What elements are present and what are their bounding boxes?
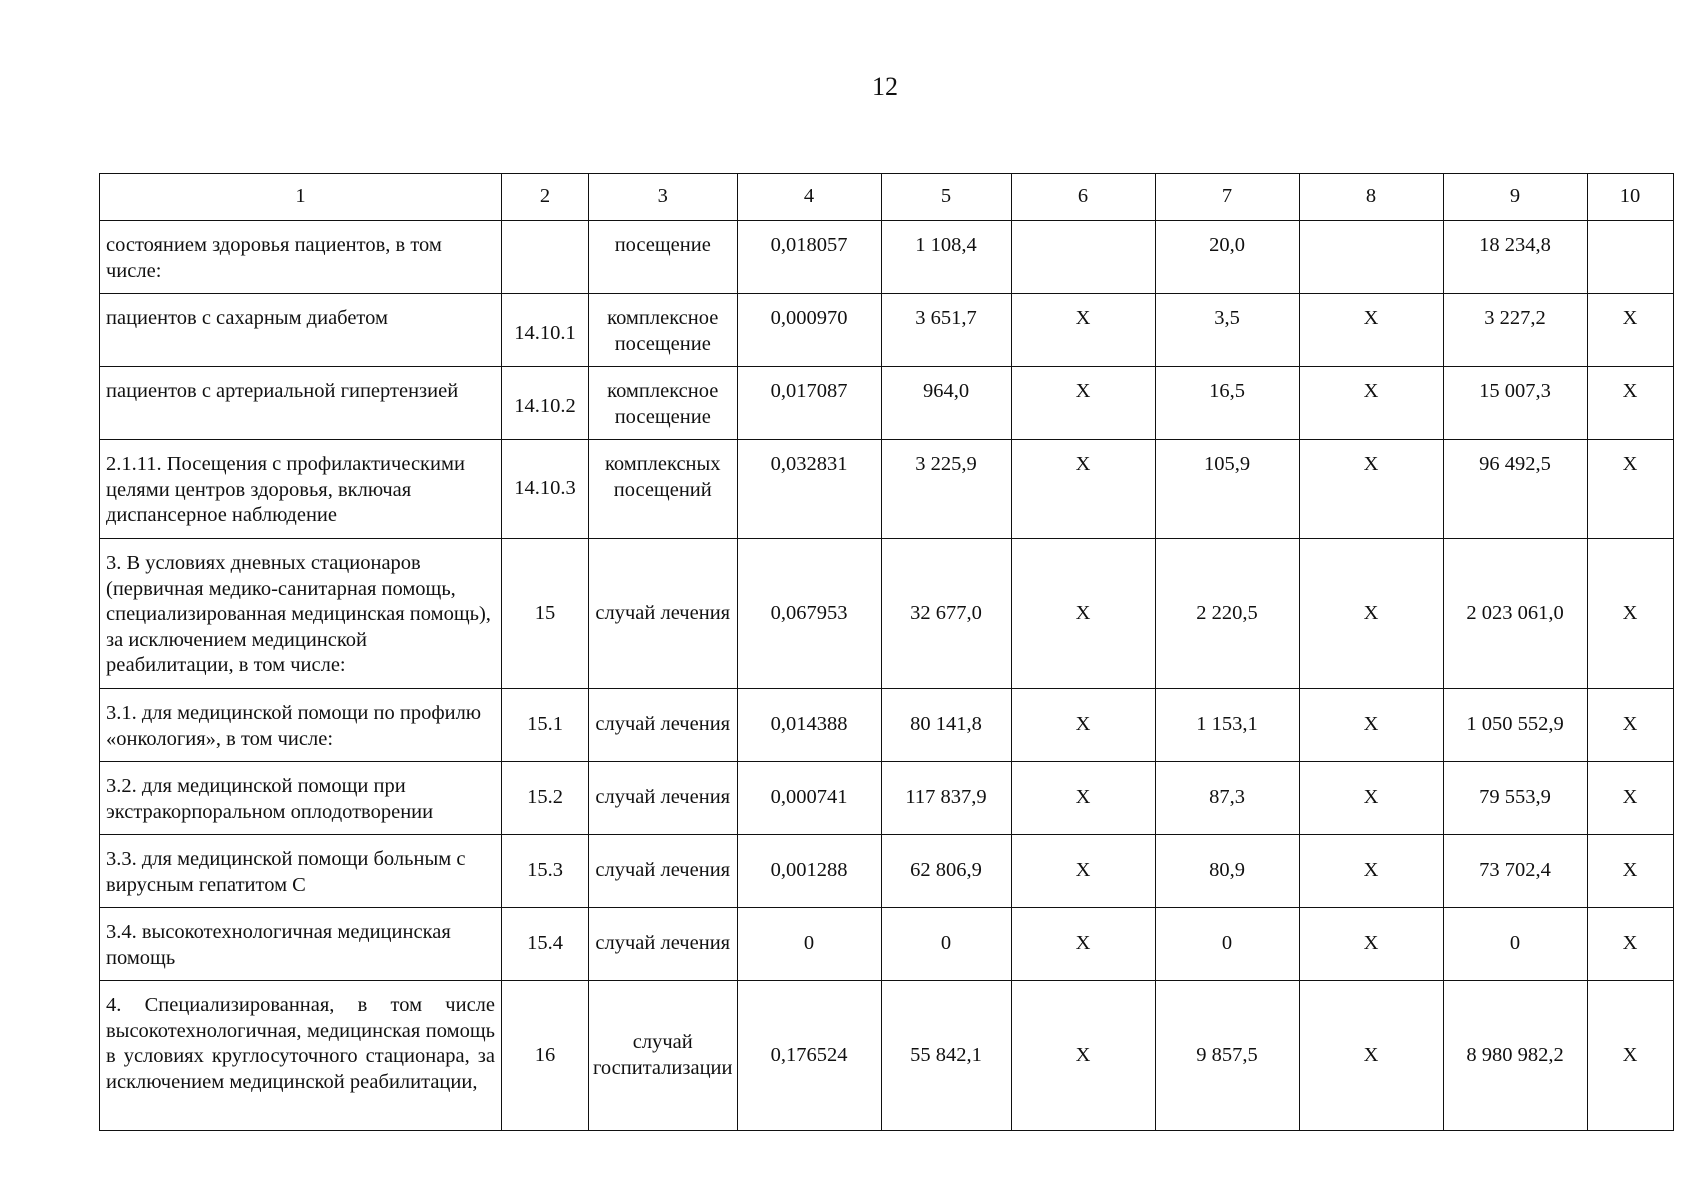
row-cell: 55 842,1 (881, 981, 1011, 1131)
row-cell: Х (1587, 908, 1673, 981)
data-table (99, 173, 1674, 1131)
row-cell: 0,014388 (737, 689, 881, 762)
row-cell: Х (1011, 835, 1155, 908)
header-cell: 3 (589, 174, 738, 221)
row-cell: 0 (881, 908, 1011, 981)
row-unit: случай лечения (589, 835, 738, 908)
row-name: состоянием здоровья пациентов, в том числе: (100, 221, 502, 294)
row-cell: Х (1299, 762, 1443, 835)
header-cell: 2 (502, 174, 589, 221)
row-unit: посещение (589, 221, 738, 294)
row-cell: 2 220,5 (1155, 539, 1299, 689)
row-cell: 3,5 (1155, 294, 1299, 367)
row-cell: Х (1587, 981, 1673, 1131)
row-cell: 0,067953 (737, 539, 881, 689)
row-cell: 0,000970 (737, 294, 881, 367)
row-name: 4. Специализированная, в том числе высокотехнологичная, медицинская помощь в условиях круглосуточного стационара, за исключением медицинской реабилитации, (100, 981, 502, 1131)
row-cell: 3 225,9 (881, 440, 1011, 539)
header-cell: 10 (1587, 174, 1673, 221)
row-unit: случай лечения (589, 689, 738, 762)
row-cell: Х (1299, 981, 1443, 1131)
row-cell: Х (1587, 539, 1673, 689)
row-unit: случай госпитализации (589, 981, 738, 1131)
row-cell: Х (1299, 908, 1443, 981)
table-row (100, 981, 1674, 1131)
row-cell: Х (1011, 762, 1155, 835)
row-cell: 117 837,9 (881, 762, 1011, 835)
row-cell: 0 (1155, 908, 1299, 981)
header-cell: 9 (1443, 174, 1587, 221)
row-cell: 0,017087 (737, 367, 881, 440)
row-cell: 3 651,7 (881, 294, 1011, 367)
row-cell: 80 141,8 (881, 689, 1011, 762)
row-cell: 8 980 982,2 (1443, 981, 1587, 1131)
row-cell: 1 108,4 (881, 221, 1011, 294)
row-cell: 80,9 (1155, 835, 1299, 908)
row-cell: Х (1011, 367, 1155, 440)
row-name: 3.4. высокотехнологичная медицинская помощь (100, 908, 502, 981)
row-cell: Х (1011, 539, 1155, 689)
table-row (100, 294, 1674, 367)
header-cell: 1 (100, 174, 502, 221)
row-cell: Х (1587, 762, 1673, 835)
row-unit: комплексное посещение (589, 367, 738, 440)
row-unit: комплексное посещение (589, 294, 738, 367)
row-cell (1299, 221, 1443, 294)
header-cell: 4 (737, 174, 881, 221)
row-cell: 3 227,2 (1443, 294, 1587, 367)
header-row (100, 174, 1674, 221)
row-cell: 0 (737, 908, 881, 981)
row-cell: 87,3 (1155, 762, 1299, 835)
row-cell: 964,0 (881, 367, 1011, 440)
row-cell: 0 (1443, 908, 1587, 981)
row-cell: 0,000741 (737, 762, 881, 835)
row-name: 3. В условиях дневных стационаров (первичная медико-санитарная помощь, специализированная медицинская помощь), за исключением медицинской реабилитации, в том числе: (100, 539, 502, 689)
row-cell: 18 234,8 (1443, 221, 1587, 294)
table-row (100, 689, 1674, 762)
row-cell: Х (1587, 835, 1673, 908)
row-code: 15.2 (502, 762, 589, 835)
row-code: 15 (502, 539, 589, 689)
row-code (502, 221, 589, 294)
table-row (100, 221, 1674, 294)
row-cell: 0,176524 (737, 981, 881, 1131)
row-code: 14.10.2 (502, 367, 589, 440)
table-row (100, 762, 1674, 835)
row-cell: 20,0 (1155, 221, 1299, 294)
row-cell: Х (1587, 367, 1673, 440)
row-cell: 73 702,4 (1443, 835, 1587, 908)
row-unit: случай лечения (589, 762, 738, 835)
row-code: 15.3 (502, 835, 589, 908)
row-code: 14.10.1 (502, 294, 589, 367)
row-cell: 1 050 552,9 (1443, 689, 1587, 762)
row-unit: случай лечения (589, 539, 738, 689)
row-cell: Х (1299, 367, 1443, 440)
header-cell: 6 (1011, 174, 1155, 221)
row-cell: 79 553,9 (1443, 762, 1587, 835)
row-cell: 15 007,3 (1443, 367, 1587, 440)
header-cell: 8 (1299, 174, 1443, 221)
row-cell: Х (1299, 835, 1443, 908)
page-number: 12 (872, 72, 898, 101)
table-row (100, 539, 1674, 689)
row-cell: Х (1587, 294, 1673, 367)
row-cell: Х (1011, 440, 1155, 539)
row-name: пациентов с артериальной гипертензией (100, 367, 502, 440)
row-code: 14.10.3 (502, 440, 589, 539)
row-cell: Х (1011, 294, 1155, 367)
row-cell: Х (1299, 539, 1443, 689)
row-cell: 1 153,1 (1155, 689, 1299, 762)
row-cell: 105,9 (1155, 440, 1299, 539)
row-cell: 2 023 061,0 (1443, 539, 1587, 689)
row-cell: Х (1299, 294, 1443, 367)
row-code: 16 (502, 981, 589, 1131)
row-cell (1587, 221, 1673, 294)
row-cell: Х (1011, 908, 1155, 981)
row-cell: Х (1587, 689, 1673, 762)
row-name: 3.2. для медицинской помощи при экстракорпоральном оплодотворении (100, 762, 502, 835)
row-cell: 16,5 (1155, 367, 1299, 440)
row-cell: Х (1011, 981, 1155, 1131)
row-unit: комплексных посещений (589, 440, 738, 539)
row-cell: 0,018057 (737, 221, 881, 294)
row-name: 3.3. для медицинской помощи больным с вирусным гепатитом С (100, 835, 502, 908)
row-cell: 62 806,9 (881, 835, 1011, 908)
row-cell: 0,032831 (737, 440, 881, 539)
row-code: 15.1 (502, 689, 589, 762)
row-cell: Х (1587, 440, 1673, 539)
table-row (100, 367, 1674, 440)
row-name: пациентов с сахарным диабетом (100, 294, 502, 367)
row-code: 15.4 (502, 908, 589, 981)
table-row (100, 908, 1674, 981)
row-cell: 96 492,5 (1443, 440, 1587, 539)
row-name: 3.1. для медицинской помощи по профилю «онкология», в том числе: (100, 689, 502, 762)
row-name: 2.1.11. Посещения с профилактическими целями центров здоровья, включая диспансерное наблюдение (100, 440, 502, 539)
row-cell: 9 857,5 (1155, 981, 1299, 1131)
table-row (100, 835, 1674, 908)
row-unit: случай лечения (589, 908, 738, 981)
header-cell: 5 (881, 174, 1011, 221)
table-row (100, 440, 1674, 539)
row-cell: 32 677,0 (881, 539, 1011, 689)
header-cell: 7 (1155, 174, 1299, 221)
row-cell: Х (1011, 689, 1155, 762)
row-cell: 0,001288 (737, 835, 881, 908)
row-cell: Х (1299, 689, 1443, 762)
row-cell: Х (1299, 440, 1443, 539)
row-cell (1011, 221, 1155, 294)
